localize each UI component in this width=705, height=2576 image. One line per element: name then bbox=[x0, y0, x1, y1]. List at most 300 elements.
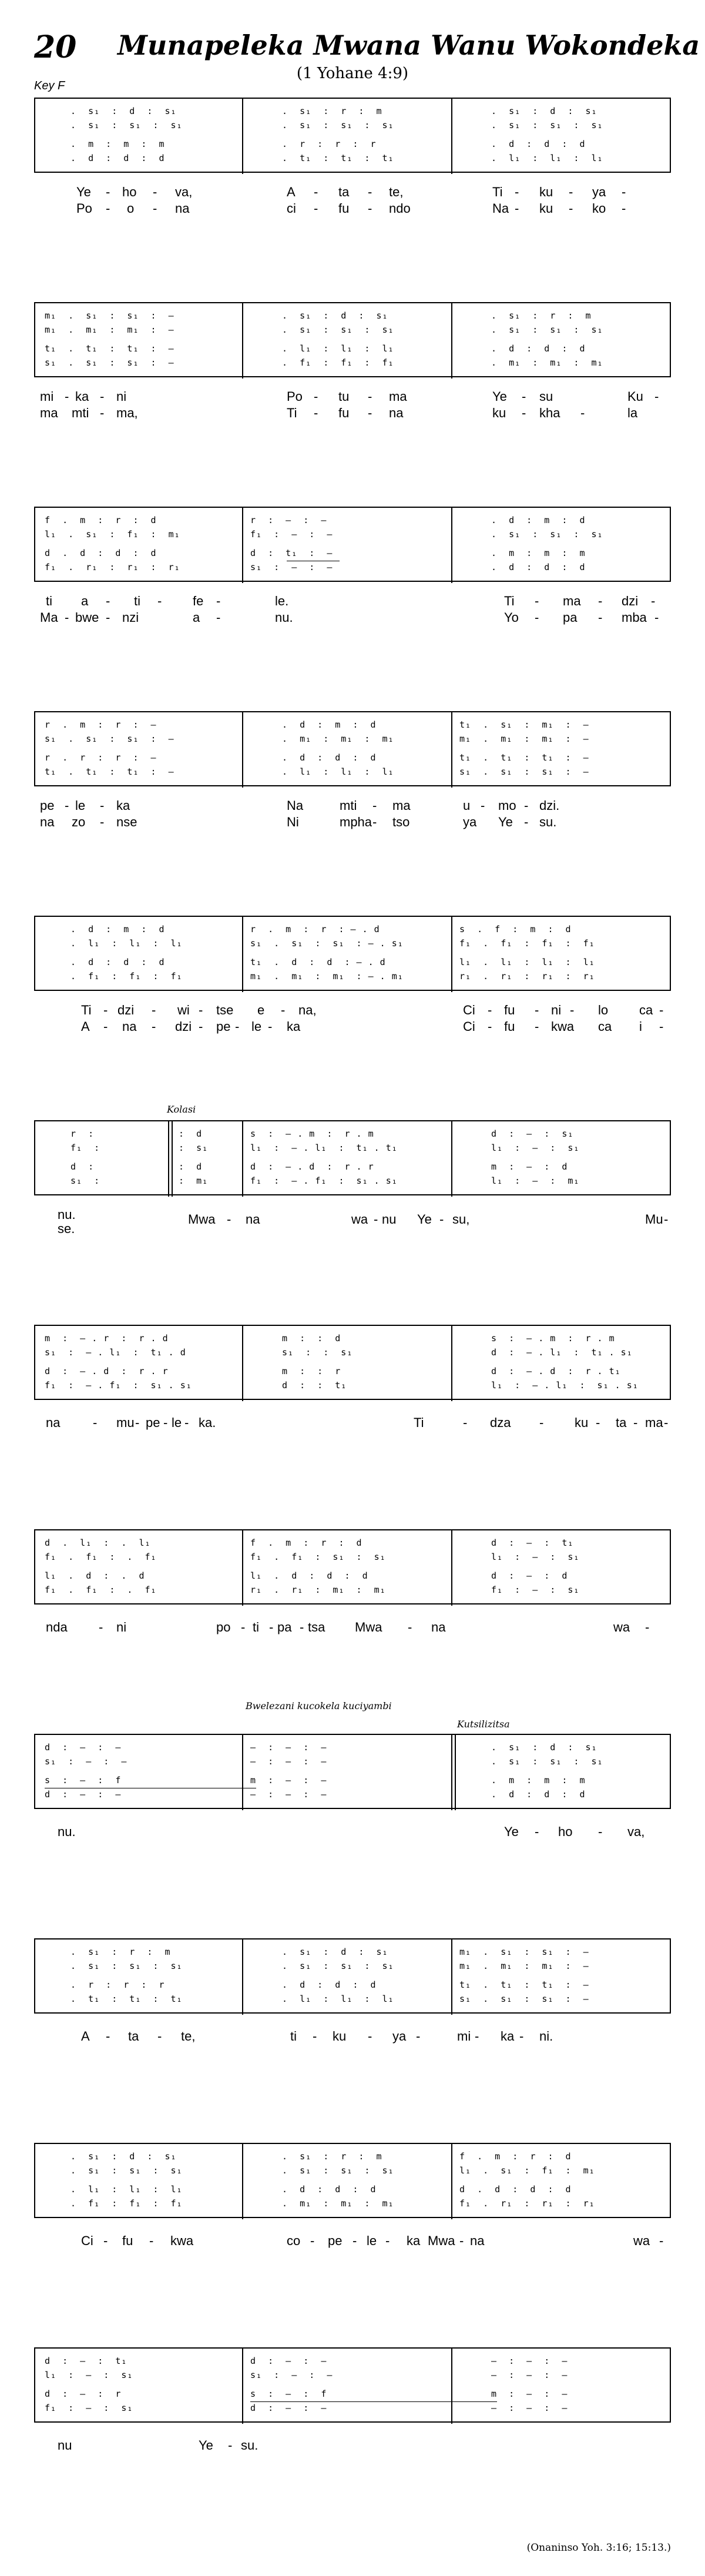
lyric-line bbox=[34, 594, 671, 610]
solfa-voice-line: . s₁ : d : s₁ bbox=[70, 106, 177, 116]
lyric-syllable: ya bbox=[392, 2029, 407, 2044]
solfa-voice-line: d : — : t₁ bbox=[491, 1537, 574, 1548]
lyric-syllable: - bbox=[408, 1620, 412, 1634]
solfa-voice-line: . s₁ : s₁ : s₁ bbox=[491, 529, 603, 540]
lyric-syllable: - bbox=[664, 1212, 669, 1227]
solfa-voice-line: r : bbox=[70, 1128, 95, 1139]
lyric-syllable: tu bbox=[338, 389, 350, 404]
solfa-voice-line: s₁ : — : — bbox=[250, 562, 333, 572]
lyric-syllable: - bbox=[314, 201, 318, 216]
lyric-syllable: Ye bbox=[76, 185, 91, 199]
lyric-syllable: wi bbox=[177, 1003, 190, 1017]
solfa-voice-line: d : – . d : r . r bbox=[250, 1161, 374, 1172]
bar-line bbox=[242, 2349, 243, 2424]
solfa-voice-line: f₁ . f₁ : . f₁ bbox=[45, 1585, 157, 1595]
lyric-syllable: - bbox=[622, 185, 626, 199]
solfa-voice-line: . s₁ : s₁ : s₁ bbox=[70, 1961, 183, 1971]
solfa-voice-line: . s₁ : s₁ : s₁ bbox=[282, 120, 394, 130]
lyric-syllable: fu bbox=[504, 1019, 515, 1034]
bar-line bbox=[451, 917, 452, 992]
lyric-syllable: - bbox=[488, 1003, 492, 1017]
lyric-syllable: na bbox=[122, 1019, 137, 1034]
lyric-syllable: ku bbox=[539, 185, 553, 199]
solfa-voice-line: l₁ : – . l₁ : s₁ . s₁ bbox=[491, 1380, 639, 1391]
bar-line bbox=[242, 99, 243, 174]
lyric-syllable: pe bbox=[328, 2233, 343, 2248]
bar-line bbox=[451, 1530, 452, 1606]
lyric-syllable: - bbox=[645, 1620, 650, 1634]
music-system bbox=[34, 916, 671, 1033]
lyric-syllable: ma bbox=[392, 798, 411, 813]
lyric-syllable: - bbox=[654, 389, 659, 404]
solfa-voice-line: . s₁ : s₁ : s₁ bbox=[491, 324, 603, 335]
lyric-syllable: ta bbox=[128, 2029, 139, 2044]
bar-line bbox=[242, 1121, 243, 1197]
lyric-syllable: - bbox=[135, 1415, 140, 1430]
lyric-syllable: ca bbox=[639, 1003, 653, 1017]
lyric-syllable: Yo bbox=[504, 610, 519, 625]
solfa-voice-line: . s₁ : r : m bbox=[70, 1947, 171, 1957]
solfa-voice-line: — : — : — bbox=[250, 1742, 327, 1753]
lyric-syllable: A bbox=[81, 1019, 90, 1034]
solfa-voice-line: f . m : r : d bbox=[250, 1537, 362, 1548]
solfa-voice-line: . m : m : m bbox=[491, 1775, 586, 1786]
lyric-syllable: pe bbox=[40, 798, 55, 813]
bar-line bbox=[242, 917, 243, 992]
lyric-syllable: Ye bbox=[417, 1212, 432, 1227]
measure bbox=[179, 1128, 237, 1190]
lyric-syllable: ka bbox=[501, 2029, 515, 2044]
solfa-voice-line: s₁ : – . l₁ : t₁ . d bbox=[45, 1347, 186, 1358]
lyric-syllable: na bbox=[175, 201, 190, 216]
solfa-voice-line: m₁ . m₁ : m₁ : — bbox=[459, 1961, 589, 1971]
lyric-syllable: Ye bbox=[492, 389, 507, 404]
bar-line bbox=[451, 1121, 452, 1197]
lyric-line bbox=[34, 1824, 671, 1841]
staff-box bbox=[34, 1938, 671, 2014]
lyric-syllable: - bbox=[314, 406, 318, 420]
lyric-syllable: - bbox=[65, 610, 69, 625]
lyric-syllable: na bbox=[246, 1212, 260, 1227]
lyric-syllable: ku bbox=[492, 406, 506, 420]
solfa-voice-line: . d : d : d bbox=[491, 562, 586, 572]
lyric-syllable: fe bbox=[193, 594, 204, 608]
lyric-syllable: - bbox=[268, 1019, 273, 1034]
lyric-syllable: - bbox=[281, 1003, 286, 1017]
solfa-voice-line: . s₁ : d : s₁ bbox=[70, 2151, 177, 2162]
solfa-voice-line: l₁ : — : s₁ bbox=[45, 2370, 133, 2380]
measure bbox=[282, 1947, 452, 2008]
lyric-syllable: - bbox=[100, 389, 105, 404]
lyric-syllable: - bbox=[535, 610, 539, 625]
solfa-voice-line: . s₁ : d : s₁ bbox=[282, 310, 388, 321]
solfa-voice-line: r : — : — bbox=[250, 515, 327, 525]
lyric-syllable: - bbox=[241, 1620, 246, 1634]
lyric-syllable: ka bbox=[407, 2233, 421, 2248]
measure bbox=[282, 1333, 452, 1394]
solfa-voice-line: s : – . m : r . m bbox=[250, 1128, 374, 1139]
solfa-voice-line: m : : d bbox=[282, 1333, 341, 1344]
lyric-line bbox=[34, 815, 671, 831]
lyric-syllable: Mwa bbox=[355, 1620, 382, 1634]
solfa-voice-line: . d : m : d bbox=[282, 719, 377, 730]
lyric-syllable: se. bbox=[58, 1221, 75, 1236]
solfa-voice-line: l₁ : — : m₁ bbox=[491, 1175, 580, 1186]
lyric-syllable: fu bbox=[338, 201, 350, 216]
lyric-syllable: bwe bbox=[75, 610, 99, 625]
solfa-voice-line: . l₁ : l₁ : l₁ bbox=[282, 1994, 394, 2004]
lyric-syllable: ti bbox=[253, 1620, 259, 1634]
lyric-syllable: ta bbox=[338, 185, 350, 199]
solfa-voice-line: s₁ . s₁ : s₁ : — bbox=[459, 766, 589, 777]
lyric-syllable: - bbox=[93, 1415, 98, 1430]
lyric-syllable: - bbox=[596, 1415, 600, 1430]
lyric-syllable: - bbox=[235, 1019, 240, 1034]
measure bbox=[70, 2151, 241, 2212]
solfa-voice-line: — : — : — bbox=[491, 2403, 568, 2413]
music-system bbox=[34, 98, 671, 215]
solfa-voice-line: s₁ . s₁ : s₁ : – . s₁ bbox=[250, 938, 404, 949]
solfa-voice-line: l₁ . s₁ : f₁ : m₁ bbox=[45, 529, 180, 540]
lyric-syllable: - bbox=[368, 389, 372, 404]
lyric-syllable: - bbox=[216, 594, 221, 608]
lyric-syllable: - bbox=[475, 2029, 479, 2044]
measure bbox=[491, 2356, 662, 2417]
lyric-syllable: Ti bbox=[414, 1415, 424, 1430]
solfa-voice-line: r . m : r : – . d bbox=[250, 924, 380, 934]
lyric-syllable: - bbox=[99, 1620, 103, 1634]
music-system bbox=[34, 711, 671, 829]
measure bbox=[491, 1537, 662, 1599]
solfa-voice-line: . l₁ : l₁ : l₁ bbox=[282, 766, 394, 777]
measure bbox=[491, 310, 662, 371]
solfa-voice-line: f₁ : – . f₁ : s₁ . s₁ bbox=[250, 1175, 398, 1186]
lyric-syllable: - bbox=[522, 406, 526, 420]
solfa-voice-line: . d : d : d bbox=[70, 957, 165, 967]
measure bbox=[70, 924, 241, 985]
solfa-voice-line: . s₁ : d : s₁ bbox=[282, 1947, 388, 1957]
measure bbox=[459, 924, 665, 985]
lyric-line bbox=[34, 406, 671, 422]
solfa-voice-line: m : — : — bbox=[250, 1775, 327, 1786]
lyric-syllable: pa bbox=[563, 610, 578, 625]
lyric-syllable: Po bbox=[287, 389, 303, 404]
lyric-syllable: ku bbox=[575, 1415, 589, 1430]
lyric-syllable: kha bbox=[539, 406, 560, 420]
lyric-syllable: mpha bbox=[340, 815, 372, 829]
lyric-syllable: - bbox=[216, 610, 221, 625]
solfa-voice-line: s₁ : : s₁ bbox=[282, 1347, 353, 1358]
solfa-voice-line: . d : d : d bbox=[70, 153, 165, 163]
lyric-syllable: po bbox=[216, 1620, 231, 1634]
lyric-syllable: co bbox=[287, 2233, 301, 2248]
lyric-syllable: wa bbox=[633, 2233, 650, 2248]
lyric-line bbox=[34, 2233, 671, 2250]
solfa-voice-line: l₁ : — : s₁ bbox=[491, 1552, 580, 1562]
solfa-voice-line: t₁ . t₁ : t₁ : — bbox=[45, 343, 174, 354]
solfa-voice-line: d : : t₁ bbox=[282, 1380, 347, 1391]
solfa-voice-line: . d : d : d bbox=[282, 2184, 377, 2195]
lyric-syllable: nu. bbox=[58, 1207, 76, 1222]
chorus-label: Kolasi bbox=[167, 1104, 196, 1115]
lyric-syllable: su. bbox=[241, 2438, 258, 2453]
lyric-syllable: - bbox=[199, 1003, 203, 1017]
lyric-syllable: - bbox=[569, 185, 573, 199]
measure bbox=[250, 1742, 444, 1803]
solfa-voice-line: . d : m : d bbox=[70, 924, 165, 934]
lyric-syllable: su. bbox=[539, 815, 557, 829]
lyric-syllable: ho bbox=[122, 185, 137, 199]
lyric-syllable: va, bbox=[627, 1824, 645, 1839]
measure bbox=[45, 1742, 239, 1803]
measure bbox=[459, 719, 665, 780]
solfa-voice-line: f₁ : — : s₁ bbox=[491, 1585, 580, 1595]
lyric-syllable: na bbox=[431, 1620, 446, 1634]
lyric-syllable: su, bbox=[452, 1212, 470, 1227]
solfa-voice-line: . t₁ : t₁ : t₁ bbox=[282, 153, 394, 163]
music-system bbox=[34, 507, 671, 624]
lyric-syllable: la bbox=[627, 406, 638, 420]
lyric-syllable: zo bbox=[72, 815, 86, 829]
lyric-syllable: Ti bbox=[504, 594, 515, 608]
lyric-syllable: - bbox=[153, 185, 157, 199]
solfa-voice-line: . d : m : d bbox=[491, 515, 586, 525]
solfa-voice-line: . s₁ : s₁ : s₁ bbox=[282, 324, 394, 335]
solfa-voice-line: l₁ : – . l₁ : t₁ . t₁ bbox=[250, 1143, 398, 1153]
solfa-voice-line: m : – . r : r . d bbox=[45, 1333, 169, 1344]
lyric-syllable: - bbox=[106, 594, 110, 608]
scripture-reference: (1 Yohane 4:9) bbox=[296, 65, 409, 82]
lyric-syllable: fu bbox=[504, 1003, 515, 1017]
lyric-syllable: nu bbox=[58, 2438, 72, 2453]
measure bbox=[459, 1947, 665, 2008]
lyric-syllable: na bbox=[46, 1415, 61, 1430]
lyric-syllable: nda bbox=[46, 1620, 68, 1634]
bar-line bbox=[242, 1939, 243, 2015]
lyric-syllable: - bbox=[368, 406, 372, 420]
lyric-syllable: ca bbox=[598, 1019, 612, 1034]
solfa-voice-line: . l₁ : l₁ : l₁ bbox=[70, 2184, 183, 2195]
music-system bbox=[34, 1529, 671, 1647]
solfa-voice-line: f₁ : — : s₁ bbox=[45, 2403, 133, 2413]
lyric-syllable: - bbox=[372, 815, 377, 829]
solfa-voice-line: . m₁ : m₁ : m₁ bbox=[282, 2198, 394, 2209]
lyric-syllable: - bbox=[227, 1212, 231, 1227]
lyric-line bbox=[34, 389, 671, 406]
lyric-syllable: - bbox=[598, 1824, 603, 1839]
lyric-syllable: mba bbox=[622, 610, 647, 625]
solfa-voice-line: m₁ . s₁ : s₁ : — bbox=[45, 310, 174, 321]
lyric-syllable: wa bbox=[613, 1620, 630, 1634]
solfa-voice-line: t₁ . t₁ : t₁ : — bbox=[459, 752, 589, 763]
solfa-voice-line: d . l₁ : . l₁ bbox=[45, 1537, 151, 1548]
lyric-syllable: - bbox=[659, 2233, 664, 2248]
solfa-voice-line: d : — : — bbox=[45, 1789, 122, 1800]
solfa-voice-line: . f₁ : f₁ : f₁ bbox=[282, 357, 394, 368]
solfa-voice-line: d . d : d : d bbox=[45, 548, 157, 558]
lyric-syllable: Mwa bbox=[188, 1212, 216, 1227]
solfa-voice-line: m : — : d bbox=[491, 1161, 568, 1172]
lyric-syllable: Ci bbox=[81, 2233, 93, 2248]
solfa-voice-line: : d bbox=[179, 1161, 203, 1172]
cross-reference-note: (Onaninso Yoh. 3:16; 15:13.) bbox=[526, 2542, 671, 2554]
lyric-syllable: Na bbox=[492, 201, 509, 216]
lyric-syllable: Ti bbox=[287, 406, 297, 420]
lyric-syllable: ku bbox=[539, 201, 553, 216]
lyric-syllable: - bbox=[372, 798, 377, 813]
lyric-syllable: na, bbox=[298, 1003, 317, 1017]
bar-line bbox=[242, 1530, 243, 1606]
lyric-syllable: - bbox=[664, 1415, 669, 1430]
lyric-syllable: kwa bbox=[551, 1019, 575, 1034]
lyric-syllable: ya bbox=[463, 815, 477, 829]
solfa-voice-line: d : — : t₁ bbox=[45, 2356, 127, 2366]
lyric-syllable: na bbox=[389, 406, 404, 420]
solfa-voice-line: s₁ . s₁ : s₁ : — bbox=[45, 733, 174, 744]
solfa-voice-line: d : – . d : r . t₁ bbox=[491, 1366, 621, 1376]
lyric-syllable: A bbox=[81, 2029, 90, 2044]
lyric-syllable: Ye bbox=[498, 815, 513, 829]
music-system bbox=[34, 302, 671, 420]
lyric-syllable: lo bbox=[598, 1003, 609, 1017]
solfa-voice-line: s : — : f bbox=[45, 1775, 122, 1786]
lyric-syllable: ma, bbox=[116, 406, 138, 420]
solfa-voice-line: l₁ . s₁ : f₁ : m₁ bbox=[459, 2165, 595, 2176]
lyric-syllable: Mu bbox=[645, 1212, 663, 1227]
lyric-syllable: dzi bbox=[118, 1003, 135, 1017]
lyric-line bbox=[34, 185, 671, 201]
solfa-voice-line: . d : d : d bbox=[282, 752, 377, 763]
solfa-voice-line: . d : d : d bbox=[491, 343, 586, 354]
solfa-voice-line: f . m : r : d bbox=[459, 2151, 572, 2162]
staff-box bbox=[34, 302, 671, 377]
measure bbox=[70, 1128, 164, 1190]
lyric-syllable: a bbox=[193, 610, 200, 625]
bar-line bbox=[242, 2144, 243, 2219]
solfa-voice-line: s₁ : bbox=[70, 1175, 100, 1186]
solfa-voice-line: r₁ . r₁ : m₁ : m₁ bbox=[250, 1585, 386, 1595]
lyric-syllable: - bbox=[352, 2233, 357, 2248]
solfa-voice-line: d : — : — bbox=[250, 2403, 327, 2413]
measure bbox=[491, 1333, 667, 1394]
lyric-syllable: le bbox=[251, 1019, 262, 1034]
lyric-syllable: ka bbox=[287, 1019, 301, 1034]
solfa-voice-line: s : – . m : r . m bbox=[491, 1333, 615, 1344]
lyric-syllable: - bbox=[598, 610, 603, 625]
solfa-voice-line: t₁ . t₁ : t₁ : — bbox=[45, 766, 174, 777]
measure bbox=[45, 2356, 239, 2417]
music-system bbox=[34, 1938, 671, 2056]
lyric-syllable: - bbox=[228, 2438, 233, 2453]
lyric-syllable: - bbox=[633, 1415, 638, 1430]
solfa-voice-line: m₁ . s₁ : s₁ : — bbox=[459, 1947, 589, 1957]
lyric-syllable: nu bbox=[382, 1212, 397, 1227]
measure bbox=[282, 310, 452, 371]
solfa-voice-line: d : — : d bbox=[491, 1570, 568, 1581]
lyric-syllable: - bbox=[570, 1003, 575, 1017]
staff-box bbox=[34, 98, 671, 173]
lyric-syllable: - bbox=[598, 594, 603, 608]
measure bbox=[45, 1537, 239, 1599]
lyric-syllable: le bbox=[367, 2233, 377, 2248]
lyric-syllable: Na bbox=[287, 798, 304, 813]
lyric-syllable: na bbox=[40, 815, 55, 829]
solfa-voice-line: d : – . d : r . r bbox=[45, 1366, 169, 1376]
lyric-syllable: a bbox=[81, 594, 89, 608]
staff-box bbox=[34, 507, 671, 582]
lyric-syllable: le. bbox=[275, 594, 289, 608]
lyric-syllable: - bbox=[65, 389, 69, 404]
solfa-voice-line: t₁ . t₁ : t₁ : — bbox=[459, 1979, 589, 1990]
solfa-voice-line: . r : r : r bbox=[282, 139, 377, 149]
solfa-voice-line: f₁ : – . f₁ : s₁ . s₁ bbox=[45, 1380, 192, 1391]
solfa-voice-line: l₁ . d : d : d bbox=[250, 1570, 368, 1581]
lyric-syllable: - bbox=[100, 406, 105, 420]
lyric-syllable: tsa bbox=[308, 1620, 325, 1634]
lyric-syllable: - bbox=[199, 1019, 203, 1034]
lyric-syllable: mti bbox=[340, 798, 357, 813]
solfa-voice-line: : m₁ bbox=[179, 1175, 209, 1186]
lyric-line bbox=[34, 1415, 671, 1432]
lyric-syllable: ti bbox=[46, 594, 52, 608]
lyric-syllable: Ye bbox=[504, 1824, 519, 1839]
lyric-line bbox=[34, 1620, 671, 1636]
solfa-voice-line: — : — : — bbox=[491, 2370, 568, 2380]
staff-box bbox=[34, 1529, 671, 1604]
staff-box bbox=[34, 1734, 671, 1809]
solfa-voice-line: . l₁ : l₁ : l₁ bbox=[491, 153, 603, 163]
lyric-syllable: - bbox=[580, 406, 585, 420]
lyric-syllable: ni bbox=[551, 1003, 562, 1017]
lyric-syllable: ta bbox=[616, 1415, 627, 1430]
lyric-line bbox=[34, 1221, 671, 1238]
measure bbox=[282, 106, 452, 167]
solfa-voice-line: m : — : — bbox=[491, 2389, 568, 2399]
ending-instruction: Kutsilizitsa bbox=[457, 1719, 510, 1730]
lyric-syllable: e bbox=[257, 1003, 265, 1017]
lyric-syllable: ko bbox=[592, 201, 606, 216]
solfa-voice-line: t₁ . s₁ : m₁ : — bbox=[459, 719, 589, 730]
solfa-voice-line: f₁ : — : — bbox=[250, 529, 333, 540]
lyric-syllable: ni bbox=[116, 1620, 127, 1634]
solfa-voice-line: . t₁ : t₁ : t₁ bbox=[70, 1994, 183, 2004]
lyric-syllable: - bbox=[310, 2233, 315, 2248]
solfa-voice-line: . m : m : m bbox=[491, 548, 586, 558]
bar-line bbox=[242, 303, 243, 378]
lyric-syllable: u bbox=[463, 798, 471, 813]
music-system bbox=[34, 2143, 671, 2260]
solfa-voice-line: — : — : — bbox=[491, 2356, 568, 2366]
lyric-syllable: - bbox=[659, 1019, 664, 1034]
lyric-syllable: - bbox=[106, 185, 110, 199]
lyric-syllable: Ku bbox=[627, 389, 643, 404]
lyric-syllable: - bbox=[184, 1415, 189, 1430]
solfa-voice-line: d . d : d : d bbox=[459, 2184, 572, 2195]
lyric-syllable: - bbox=[368, 2029, 372, 2044]
lyric-syllable: Ti bbox=[81, 1003, 92, 1017]
lyric-syllable: - bbox=[515, 185, 519, 199]
solfa-voice-line: m₁ . m₁ : m₁ : — bbox=[45, 324, 174, 335]
solfa-voice-line: . s₁ : d : s₁ bbox=[491, 106, 597, 116]
lyric-syllable: ku bbox=[333, 2029, 347, 2044]
lyric-syllable: - bbox=[651, 594, 656, 608]
lyric-syllable: ma bbox=[40, 406, 58, 420]
measure bbox=[45, 719, 239, 780]
lyric-syllable: - bbox=[103, 1019, 108, 1034]
solfa-voice-line: — : — : — bbox=[250, 1789, 327, 1800]
lyric-syllable: pe bbox=[146, 1415, 160, 1430]
lyric-line bbox=[34, 2029, 671, 2045]
